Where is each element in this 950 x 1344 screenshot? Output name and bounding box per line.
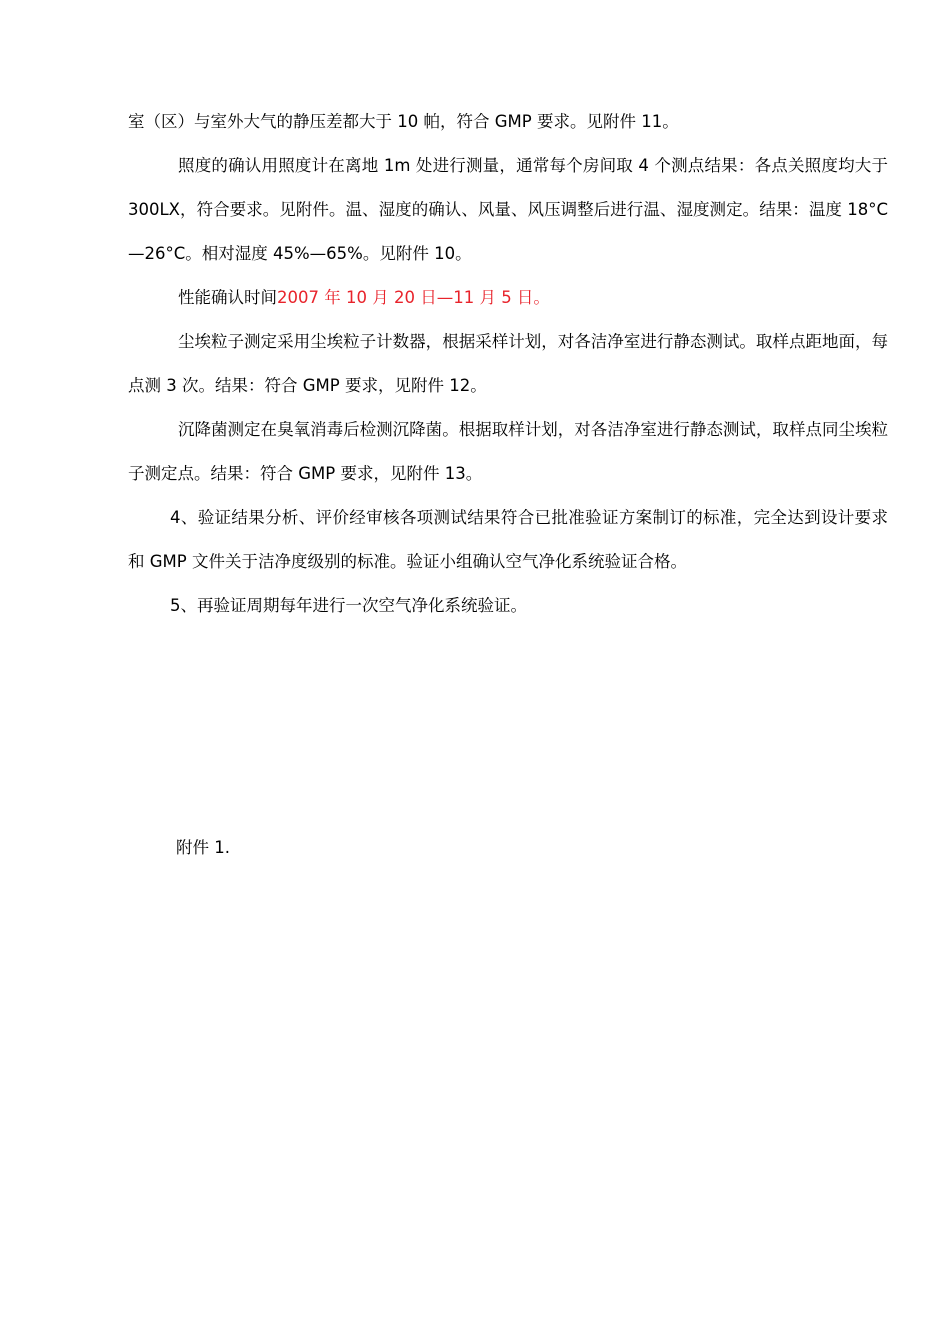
paragraph-performance-time (128, 276, 888, 320)
performance-time-label: 性能确认时间 (178, 288, 277, 307)
paragraph-settling-bacteria: 沉降菌测定在臭氧消毒后检测沉降菌。根据取样计划，对各洁净室进行静态测试，取样点同尘埃粒子测定点。结果：符合 GMP 要求，见附件 13。 (128, 420, 888, 483)
attachment-label: 附件 1. (176, 838, 230, 857)
paragraph-result-analysis: 4、验证结果分析、评价经审核各项测试结果符合已批准验证方案制订的标准，完全达到设计要求和 GMP 文件关于洁净度级别的标准。验证小组确认空气净化系统验证合格。 (128, 508, 888, 571)
paragraph-pressure: 室（区）与室外大气的静压差都大于 10 帕，符合 GMP 要求。见附件 11。 (128, 112, 679, 131)
paragraph-dust-particles: 尘埃粒子测定采用尘埃粒子计数器，根据采样计划，对各洁净室进行静态测试。取样点距地面，每点测 3 次。结果：符合 GMP 要求，见附件 12。 (128, 332, 888, 395)
paragraph-revalidation: 5、再验证周期每年进行一次空气净化系统验证。 (170, 596, 527, 615)
paragraph-illumination: 照度的确认用照度计在离地 1m 处进行测量，通常每个房间取 4 个测点结果：各点关照度均大于 300LX，符合要求。见附件。温、湿度的确认、风量、风压调整后进行温、湿度测定。结果：温度 18°C—26°C。相对湿度 45%—65%。见附件 10。 (128, 156, 888, 263)
performance-time-dates: 2007 年 10 月 20 日—11 月 5 日。 (277, 288, 550, 307)
